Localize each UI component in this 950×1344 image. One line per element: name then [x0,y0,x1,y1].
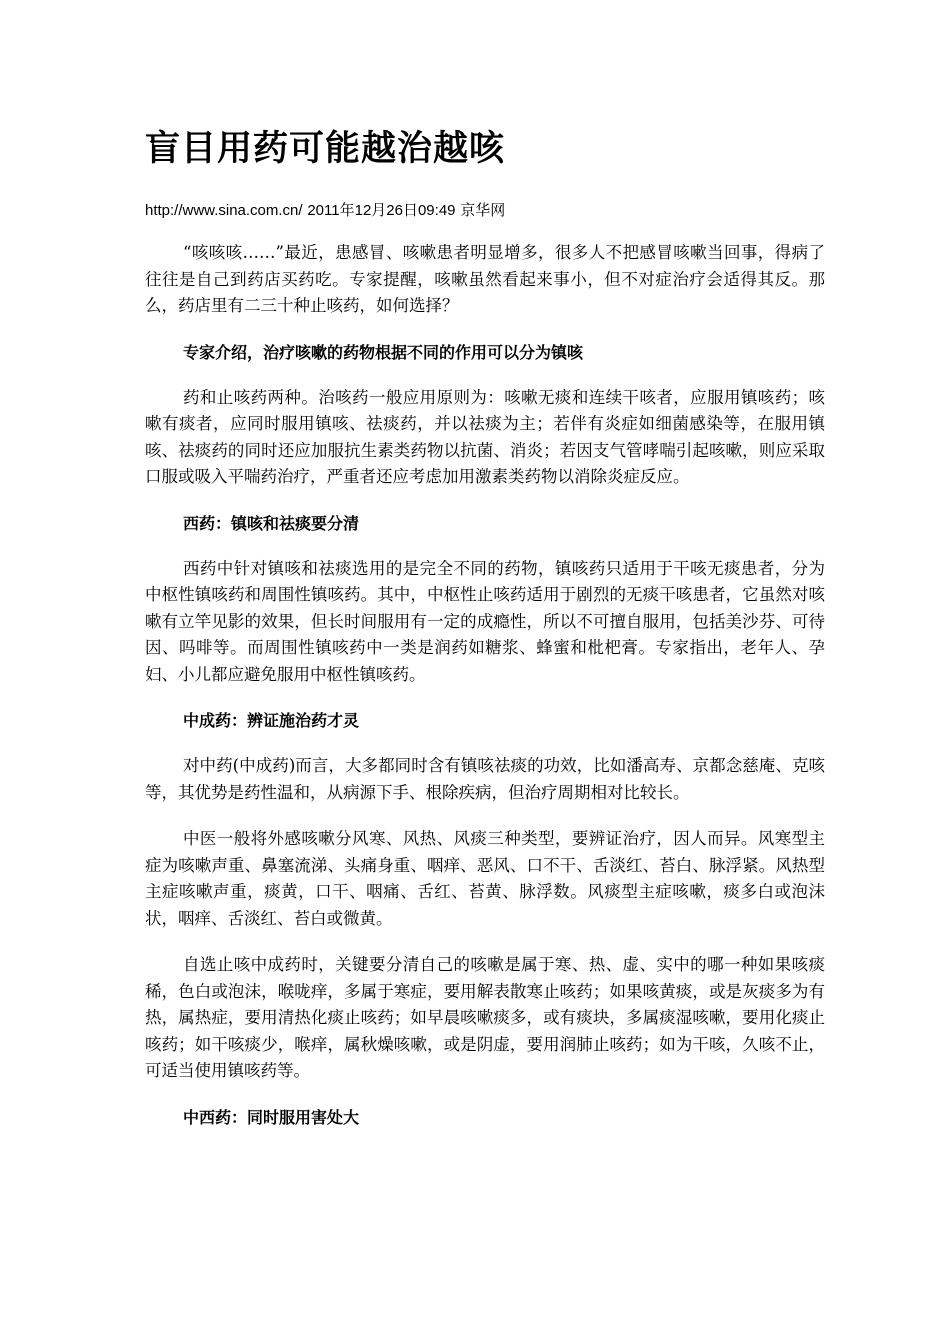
paragraph-cough-types: 中医一般将外感咳嗽分风寒、风热、风痰三种类型，要辨证治疗，因人而异。风寒型主症为咳嗽声重、鼻塞流涕、头痛身重、咽痒、恶风、口不干、舌淡红、苔白、脉浮紧。风热型主症咳嗽声重，痰黄，口干、咽痛、舌红、苔黄、脉浮数。风痰型主症咳嗽，痰多白或泡沫状，咽痒、舌淡红、苔白或微黄。 [145,829,825,928]
subheading-western-medicine: 西药：镇咳和祛痰要分清 [183,513,360,533]
paragraph-chinese-medicine: 对中药(中成药)而言，大多都同时含有镇咳祛痰的功效，比如潘高寿、京都念慈庵、克咳等，其优势是药性温和，从病源下手、根除疾病，但治疗周期相对比较长。 [145,756,825,802]
paragraph-principles: 药和止咳药两种。治咳药一般应用原则为：咳嗽无痰和连续干咳者，应服用镇咳药；咳嗽有痰者，应同时服用镇咳、祛痰药，并以祛痰为主；若伴有炎症如细菌感染等，在服用镇咳、祛痰药的同时还应加服抗生素类药物以抗菌、消炎；若因支气管哮喘引起咳嗽，则应采取口服或吸入平喘药治疗，严重者还应考虑加用激素类药物以消除炎症反应。 [145,387,825,486]
article-title: 盲目用药可能越治越咳 [145,129,506,169]
source-url: http://www.sina.com.cn/ [145,202,303,219]
paragraph-self-selection: 自选止咳中成药时，关键要分清自己的咳嗽是属于寒、热、虚、实中的哪一种如果咳痰稀，色白或泡沫，喉咙痒，多属于寒症，要用解表散寒止咳药；如果咳黄痰，或是灰痰多为有热，属热症，要用清热化痰止咳药；如早晨咳嗽痰多，或有痰块，多属痰湿咳嗽，要用化痰止咳药；如干咳痰少，喉痒，属秋燥咳嗽，或是阴虚，要用润肺止咳药；如为干咳，久咳不止，可适当使用镇咳药等。 [145,955,825,1080]
subheading-combined-medicine: 中西药：同时服用害处大 [183,1107,360,1127]
article-body [145,240,825,1150]
source-name: 京华网 [460,201,506,219]
subheading-chinese-patent-medicine: 中成药：辨证施治药才灵 [183,711,360,730]
article-meta [145,199,505,222]
subheading-expert: 专家介绍，治疗咳嗽的药物根据不同的作用可以分为镇咳 [183,342,584,362]
paragraph-western-medicine: 西药中针对镇咳和祛痰选用的是完全不同的药物，镇咳药只适用于干咳无痰患者，分为中枢性镇咳药和周围性镇咳药。其中，中枢性止咳药适用于剧烈的无痰干咳患者，它虽然对咳嗽有立竿见影的效果，但长时间服用有一定的成瘾性，所以不可擅自服用，包括美沙芬、可待因、吗啡等。而周围性镇咳药中一类是润药如糖浆、蜂蜜和枇杷膏。专家指出，老年人、孕妇、小儿都应避免服用中枢性镇咳药。 [145,558,825,684]
paragraph-intro: “咳咳咳……”最近，患感冒、咳嗽患者明显增多，很多人不把感冒咳嗽当回事，得病了往往是自己到药店买药吃。专家提醒，咳嗽虽然看起来事小，但不对症治疗会适得其反。那么，药店里有二三十种止咳药，如何选择？ [145,243,825,315]
publish-date: 2011年12月26日09:49 [307,202,456,219]
